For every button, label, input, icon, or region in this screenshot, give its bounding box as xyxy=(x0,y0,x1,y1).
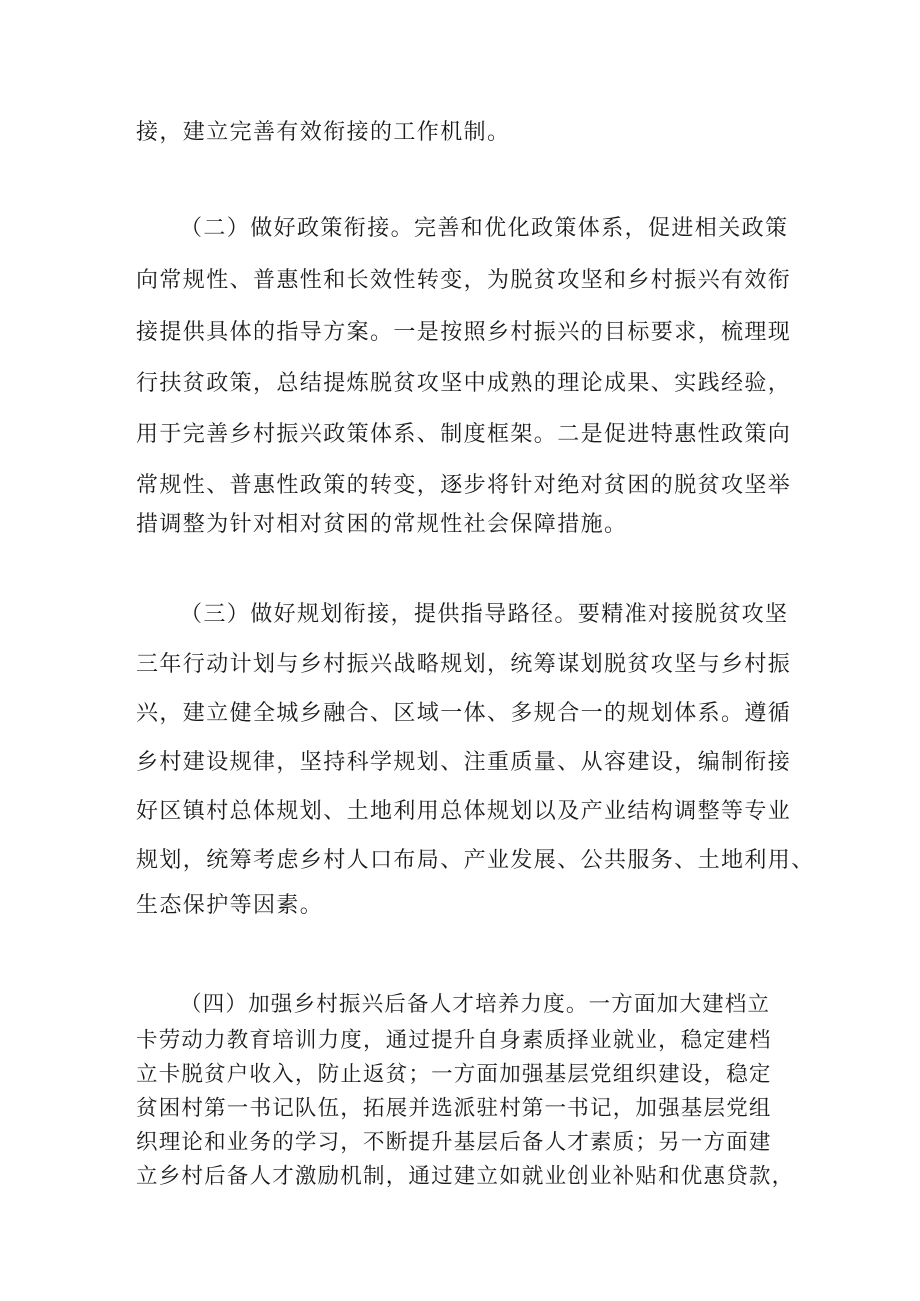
paragraph-2-line-5: 用于完善乡村振兴政策体系、制度框架。二是促进特惠性政策向 xyxy=(136,422,792,447)
paragraph-3-line-6: 规划，统筹考虑乡村人口布局、产业发展、公共服务、土地利用、 xyxy=(136,848,815,873)
paragraph-2-line-3: 接提供具体的指导方案。一是按照乡村振兴的目标要求，梳理现 xyxy=(136,320,792,345)
paragraph-1-line-1: 接，建立完善有效衔接的工作机制。 xyxy=(136,120,511,145)
paragraph-3-line-7: 生态保护等因素。 xyxy=(136,893,324,918)
paragraph-4-line-5: 织理论和业务的学习，不断提升基层后备人才素质；另一方面建 xyxy=(136,1130,772,1155)
paragraph-3-line-1: （三）做好规划衔接，提供指导路径。要精准对接脱贫攻坚 xyxy=(180,602,789,627)
paragraph-4-line-2: 卡劳动力教育培训力度，通过提升自身素质择业就业，稳定建档 xyxy=(136,1028,772,1053)
paragraph-4-line-6: 立乡村后备人才激励机制，通过建立如就业创业补贴和优惠贷款， xyxy=(136,1164,795,1189)
paragraph-3-line-4: 乡村建设规律，坚持科学规划、注重质量、从容建设，编制衔接 xyxy=(136,750,792,775)
paragraph-2-line-4: 行扶贫政策，总结提炼脱贫攻坚中成熟的理论成果、实践经验， xyxy=(136,371,792,396)
paragraph-4-line-1: （四）加强乡村振兴后备人才培养力度。一方面加大建档立 xyxy=(180,992,771,1017)
paragraph-2-line-1: （二）做好政策衔接。完善和优化政策体系，促进相关政策 xyxy=(180,216,789,241)
paragraph-2-line-7: 措调整为针对相对贫困的常规性社会保障措施。 xyxy=(136,512,628,537)
paragraph-3-line-3: 兴，建立健全城乡融合、区域一体、多规合一的规划体系。遵循 xyxy=(136,701,792,726)
paragraph-2-line-2: 向常规性、普惠性和长效性转变，为脱贫攻坚和乡村振兴有效衔 xyxy=(136,268,792,293)
paragraph-3-line-5: 好区镇村总体规划、土地利用总体规划以及产业结构调整等专业 xyxy=(136,799,792,824)
paragraph-4-line-3: 立卡脱贫户收入，防止返贫；一方面加强基层党组织建设，稳定 xyxy=(136,1062,772,1087)
paragraph-2-line-6: 常规性、普惠性政策的转变，逐步将针对绝对贫困的脱贫攻坚举 xyxy=(136,473,792,498)
paragraph-3-line-2: 三年行动计划与乡村振兴战略规划，统筹谋划脱贫攻坚与乡村振 xyxy=(136,652,792,677)
paragraph-4-line-4: 贫困村第一书记队伍，拓展并选派驻村第一书记，加强基层党组 xyxy=(136,1096,772,1121)
